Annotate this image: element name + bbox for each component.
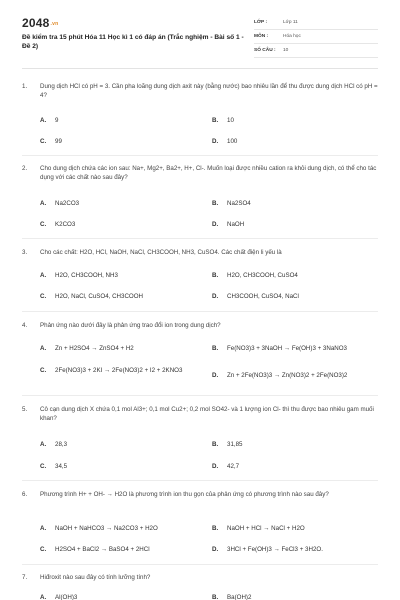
option-b[interactable] (212, 117, 234, 125)
option-text: 34,5 (55, 463, 68, 470)
option-text: H2O, CH3COOH, NH3 (55, 272, 118, 279)
meta-value: Hóa học (283, 34, 301, 39)
option-letter: A. (40, 272, 47, 279)
option-c[interactable] (40, 463, 67, 471)
option-letter: C. (40, 463, 47, 470)
question-number: 7. (22, 574, 28, 581)
meta-row-class (254, 16, 378, 30)
question-separator (22, 564, 378, 565)
option-d[interactable] (212, 463, 239, 471)
option-letter: D. (212, 372, 219, 379)
meta-row-count (254, 44, 378, 58)
option-letter: D. (212, 138, 219, 145)
option-text: Zn + 2Fe(NO3)3 → Zn(NO3)2 + 2Fe(NO3)2 (227, 372, 348, 379)
question-3 (22, 248, 378, 257)
option-letter: C. (40, 367, 47, 374)
option-d[interactable] (212, 138, 237, 146)
option-text: CH3COOH, CuSO4, NaCl (227, 293, 299, 300)
option-c[interactable] (40, 367, 200, 375)
option-letter: A. (40, 441, 47, 448)
option-text: 42,7 (227, 463, 240, 470)
meta-key: MÔN : (254, 34, 269, 39)
meta-row-subject (254, 30, 378, 44)
question-stem (22, 405, 378, 423)
meta-value: Lớp 11 (283, 20, 298, 25)
question-6 (22, 490, 378, 499)
question-text: Phương trình H+ + OH- → H2O là phương trình ion thu gọn của phản ứng có phương trình nào sau đây? (40, 491, 329, 498)
question-stem (22, 82, 378, 100)
meta-key: LỚP : (254, 20, 268, 25)
option-text: Na2SO4 (227, 200, 251, 207)
question-separator (22, 311, 378, 312)
question-1 (22, 82, 378, 100)
question-stem (22, 490, 378, 499)
option-letter: D. (212, 221, 219, 228)
question-text: Phản ứng nào dưới đây là phản ứng trao đổi ion trong dung dịch? (40, 322, 221, 329)
option-letter: A. (40, 594, 47, 600)
option-text: Al(OH)3 (55, 594, 78, 600)
logo-text: 2048 (22, 16, 50, 30)
question-separator (22, 395, 378, 396)
question-number: 5. (22, 406, 28, 413)
option-text: K2CO3 (55, 221, 76, 228)
option-text: NaOH + HCl → NaCl + H2O (227, 525, 305, 532)
option-text: Na2CO3 (55, 200, 80, 207)
option-text: NaOH (227, 221, 245, 228)
question-stem (22, 573, 378, 582)
option-a[interactable] (40, 117, 58, 125)
question-text: Cho các chất: H2O, HCl, NaOH, NaCl, CH3COOH, NH3, CuSO4. Các chất điện li yếu là (40, 249, 282, 256)
header-divider (22, 68, 378, 69)
option-d[interactable] (212, 546, 323, 554)
question-text: Cho dung dịch chứa các ion sau: Na+, Mg2+, Ba2+, H+, Cl-. Muốn loại được nhiều cation ra khỏi dung dịch, có thể cho tác dụng với các chất nào sau đây? (40, 165, 377, 181)
question-separator (22, 238, 378, 239)
header (0, 0, 400, 62)
option-a[interactable] (40, 525, 158, 533)
option-letter: C. (40, 221, 47, 228)
option-text: H2O, CH3COOH, CuSO4 (227, 272, 298, 279)
option-a[interactable] (40, 345, 134, 353)
option-text: Ba(OH)2 (227, 594, 252, 600)
option-a[interactable] (40, 441, 67, 449)
question-7 (22, 573, 378, 582)
question-2 (22, 164, 378, 182)
option-b[interactable] (212, 525, 305, 533)
option-d[interactable] (212, 372, 347, 380)
option-letter: D. (212, 293, 219, 300)
option-letter: B. (212, 117, 219, 124)
option-c[interactable] (40, 221, 75, 229)
meta-table (254, 16, 378, 58)
option-b[interactable] (212, 441, 242, 449)
option-letter: D. (212, 463, 219, 470)
question-number: 6. (22, 491, 28, 498)
question-number: 1. (22, 83, 28, 90)
option-letter: C. (40, 293, 47, 300)
option-letter: A. (40, 525, 47, 532)
option-b[interactable] (212, 594, 251, 600)
option-text: 100 (227, 138, 238, 145)
option-letter: B. (212, 272, 219, 279)
option-a[interactable] (40, 200, 79, 208)
question-stem (22, 321, 378, 330)
logo-domain: .vn (50, 20, 59, 27)
option-b[interactable] (212, 272, 298, 280)
option-c[interactable] (40, 138, 62, 146)
question-text: Hiđroxit nào sau đây có tính lưỡng tính? (40, 574, 151, 581)
option-text: Zn + H2SO4 → ZnSO4 + H2 (55, 345, 134, 352)
option-letter: A. (40, 200, 47, 207)
question-4 (22, 321, 378, 330)
option-letter: C. (40, 546, 47, 553)
option-c[interactable] (40, 546, 150, 554)
option-text: 3HCl + Fe(OH)3 → FeCl3 + 3H2O. (227, 546, 323, 553)
question-stem (22, 164, 378, 182)
option-text: 2Fe(NO3)3 + 2KI → 2Fe(NO3)2 + I2 + 2KNO3 (55, 367, 183, 374)
option-text: 10 (227, 117, 234, 124)
meta-value: 10 (283, 48, 289, 53)
site-logo[interactable] (22, 16, 58, 30)
option-d[interactable] (212, 221, 244, 229)
question-number: 4. (22, 322, 28, 329)
option-text: H2SO4 + BaCl2 → BaSO4 + 2HCl (55, 546, 150, 553)
question-5 (22, 405, 378, 423)
option-d[interactable] (212, 293, 299, 301)
option-letter: A. (40, 117, 47, 124)
option-letter: B. (212, 525, 219, 532)
option-text: 28,3 (55, 441, 68, 448)
option-letter: D. (212, 546, 219, 553)
option-letter: B. (212, 441, 219, 448)
question-text: Cô cạn dung dịch X chứa 0,1 mol Al3+; 0,1 mol Cu2+; 0,2 mol SO42- và 1 lượng ion Cl- thì thu được bao nhiêu gam muối khan? (40, 406, 374, 422)
option-letter: B. (212, 345, 219, 352)
option-text: 31,85 (227, 441, 243, 448)
option-text: NaOH + NaHCO3 → Na2CO3 + H2O (55, 525, 158, 532)
question-separator (22, 155, 378, 156)
option-c[interactable] (40, 293, 143, 301)
question-separator (22, 480, 378, 481)
option-letter: B. (212, 200, 219, 207)
option-b[interactable] (212, 345, 347, 353)
option-text: Fe(NO3)3 + 3NaOH → Fe(OH)3 + 3NaNO3 (227, 345, 348, 352)
question-text: Dung dịch HCl có pH = 3. Cần pha loãng dung dịch axit này (bằng nước) bao nhiêu lần để thu được dung dịch HCl có pH = 4? (40, 83, 378, 99)
page-title: Đề kiểm tra 15 phút Hóa 11 Học kì 1 có đáp án (Trắc nghiệm - Bài số 1 - Đề 2) (22, 34, 244, 50)
option-letter: B. (212, 594, 219, 600)
option-letter: C. (40, 138, 47, 145)
option-a[interactable] (40, 594, 77, 600)
question-stem (22, 248, 378, 257)
option-text: H2O, NaCl, CuSO4, CH3COOH (55, 293, 144, 300)
option-letter: A. (40, 345, 47, 352)
option-text: 9 (55, 117, 59, 124)
meta-key: SỐ CÂU : (254, 48, 276, 53)
option-text: 99 (55, 138, 62, 145)
question-number: 3. (22, 249, 28, 256)
option-a[interactable] (40, 272, 118, 280)
option-b[interactable] (212, 200, 251, 208)
question-number: 2. (22, 165, 28, 172)
